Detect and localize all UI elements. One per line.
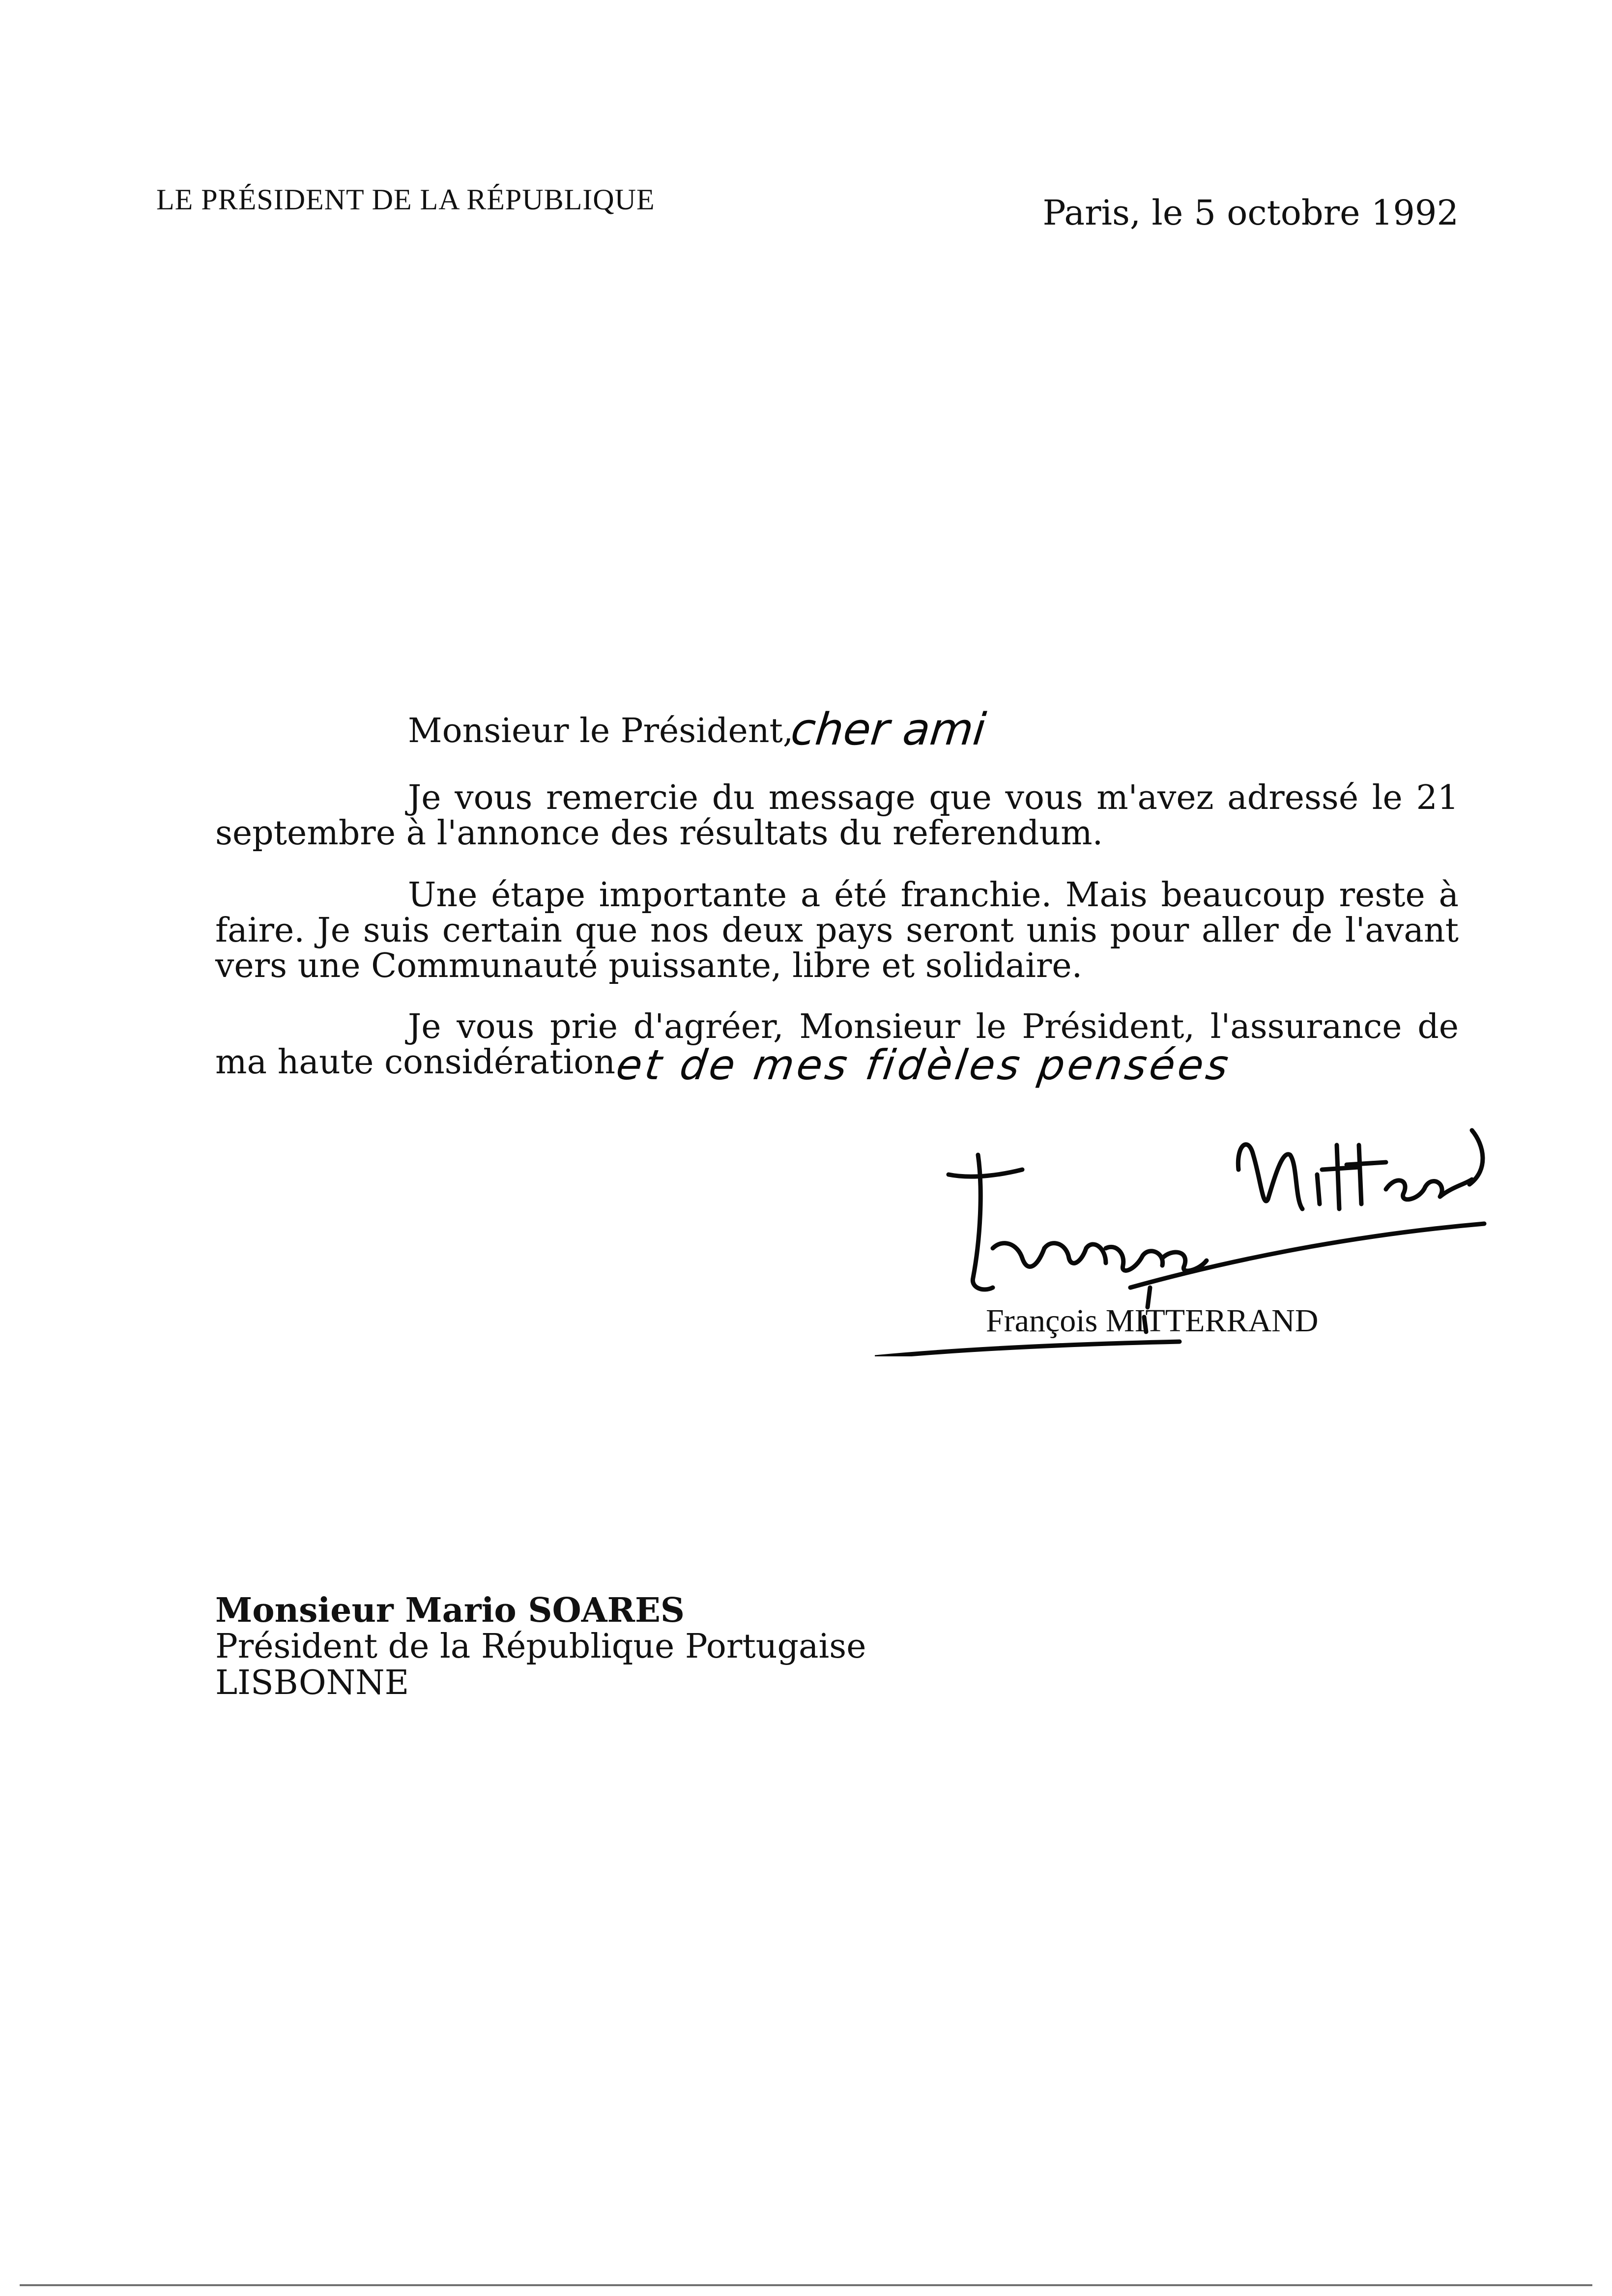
recipient-block (215, 1592, 866, 1701)
letter-date: Paris, le 5 octobre 1992 (1042, 193, 1459, 233)
recipient-city: LISBONNE (215, 1664, 409, 1702)
scan-edge-line (20, 2284, 1592, 2286)
letterhead: LE PRÉSIDENT DE LA RÉPUBLIQUE (156, 183, 655, 216)
handwritten-salutation: cher ami (788, 704, 988, 755)
signatory-name: François MITTERRAND (986, 1303, 1319, 1339)
handwritten-closing: et de mes fidèles pensées (613, 1041, 1235, 1089)
paragraph-europe-text: Une étape importante a été franchie. Mais beaucoup reste à faire. Je suis certain que nos deux pays seront unis pour aller de l'avant vers une Communauté puissante, libre et solidaire. (215, 876, 1459, 985)
recipient-title: Président de la République Portugaise (215, 1627, 866, 1666)
paragraph-thanks-text: Je vous remercie du message que vous m'avez adressé le 21 septembre à l'annonce des résultats du referendum. (215, 778, 1459, 853)
recipient-name: Monsieur Mario SOARES (215, 1591, 685, 1630)
salutation: Monsieur le Président, (408, 712, 794, 750)
paragraph-thanks (215, 780, 1459, 851)
paragraph-closing-text: Je vous prie d'agréer, Monsieur le Président, l'assurance de ma haute considération (215, 1007, 1459, 1082)
paragraph-europe (215, 878, 1459, 984)
